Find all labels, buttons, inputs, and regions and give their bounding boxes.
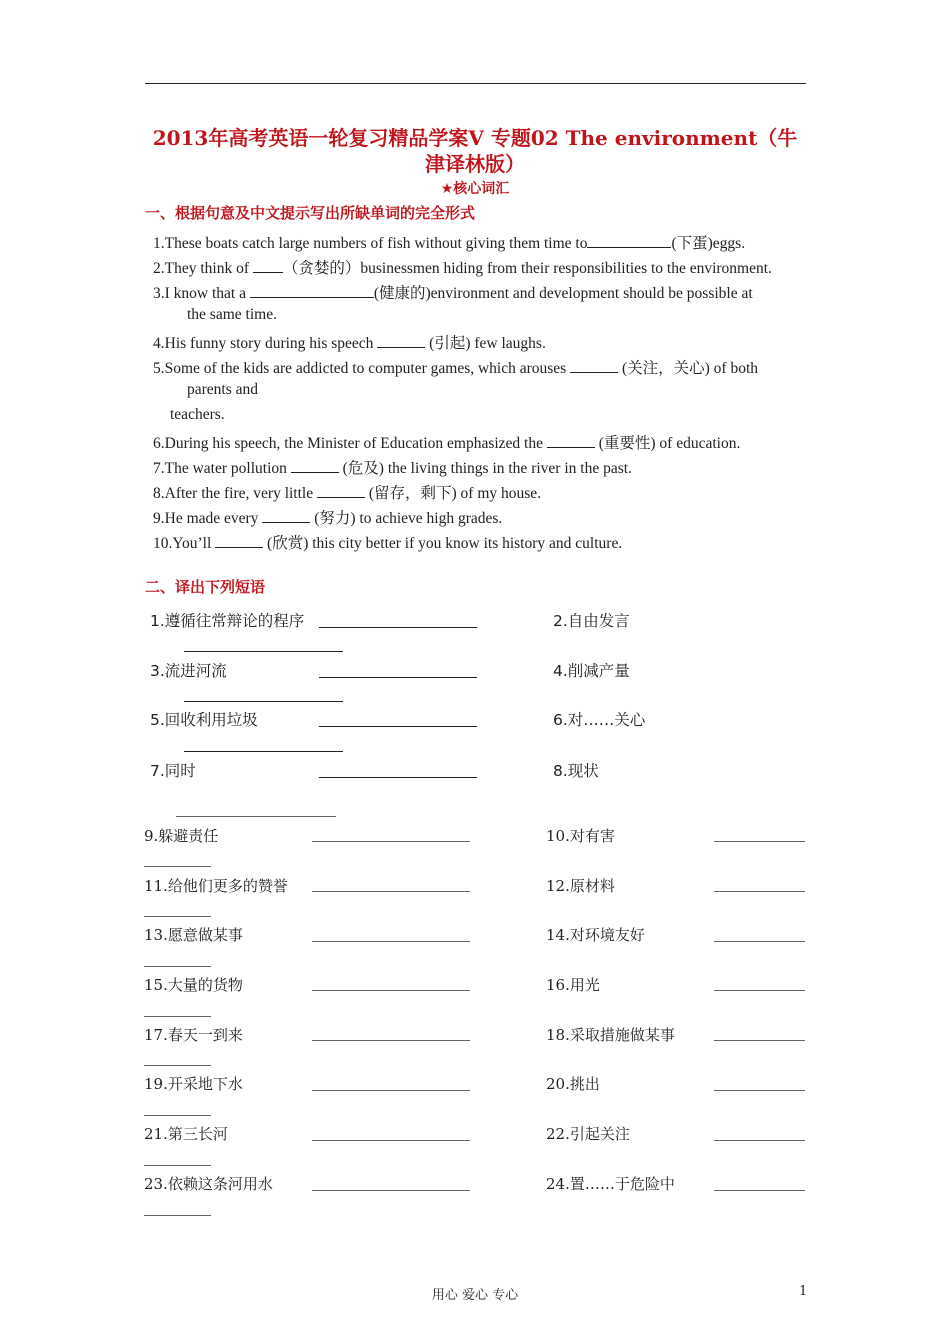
answer-line[interactable] xyxy=(312,941,470,942)
question-3: 3.I know that a (健康的)environment and development should be possible at xyxy=(153,285,753,302)
answer-line[interactable] xyxy=(176,816,336,817)
answer-line[interactable] xyxy=(312,990,470,991)
answer-line[interactable] xyxy=(714,941,805,942)
question-4: 4.His funny story during his speech (引起) few laughs. xyxy=(153,335,546,352)
phrase-item: 19.开采地下水 xyxy=(144,1075,243,1093)
answer-line[interactable] xyxy=(714,1190,805,1191)
section1-heading: 一、根据句意及中文提示写出所缺单词的完全形式 xyxy=(145,204,476,222)
question-8: 8.After the fire, very little (留存，剩下) of my house. xyxy=(153,485,542,502)
phrase-item: 14.对环境友好 xyxy=(546,926,645,944)
answer-line[interactable] xyxy=(312,841,470,842)
phrase-item: 1.遵循往常辩论的程序 xyxy=(150,612,305,630)
question-3-continued: the same time. xyxy=(187,306,277,323)
section-subtitle: ★核心词汇 xyxy=(440,181,510,197)
answer-blank[interactable] xyxy=(262,510,310,523)
answer-line[interactable] xyxy=(714,1040,805,1041)
phrase-item: 8.现状 xyxy=(553,762,599,780)
phrase-item: 12.原材料 xyxy=(546,877,615,895)
phrase-item: 11.给他们更多的赞誉 xyxy=(144,877,288,895)
answer-blank[interactable] xyxy=(250,285,374,298)
phrase-item: 18.采取措施做某事 xyxy=(546,1026,675,1044)
question-6: 6.During his speech, the Minister of Education emphasized the (重要性) of education. xyxy=(153,435,741,452)
answer-line[interactable] xyxy=(312,1040,470,1041)
answer-line[interactable] xyxy=(144,916,211,917)
answer-line[interactable] xyxy=(144,966,211,967)
answer-line[interactable] xyxy=(319,677,477,678)
phrase-item: 4.削减产量 xyxy=(553,662,630,680)
answer-line[interactable] xyxy=(714,990,805,991)
answer-line[interactable] xyxy=(312,891,470,892)
phrase-item: 17.春天一到来 xyxy=(144,1026,243,1044)
question-9: 9.He made every (努力) to achieve high grades. xyxy=(153,510,503,527)
answer-line[interactable] xyxy=(714,1140,805,1141)
phrase-item: 15.大量的货物 xyxy=(144,976,243,994)
phrase-item: 22.引起关注 xyxy=(546,1125,630,1143)
document-title-line1: 2013年高考英语一轮复习精品学案Ⅴ 专题02 The environment（牛 xyxy=(152,126,798,150)
phrase-item: 5.回收利用垃圾 xyxy=(150,711,258,729)
answer-blank[interactable] xyxy=(587,235,671,248)
phrase-item: 24.置……于危险中 xyxy=(546,1175,675,1193)
answer-line[interactable] xyxy=(144,1215,211,1216)
answer-blank[interactable] xyxy=(377,335,425,348)
question-5-continued-2: teachers. xyxy=(170,406,225,423)
answer-line[interactable] xyxy=(319,627,477,628)
answer-line[interactable] xyxy=(144,1165,211,1166)
phrase-item: 3.流进河流 xyxy=(150,662,227,680)
phrase-item: 9.躲避责任 xyxy=(144,827,219,845)
page-footer: 用心 爱心 专心 xyxy=(431,1288,519,1303)
answer-line[interactable] xyxy=(184,751,343,752)
answer-line[interactable] xyxy=(714,841,805,842)
phrase-item: 6.对……关心 xyxy=(553,711,646,729)
answer-line[interactable] xyxy=(144,1115,211,1116)
phrase-item: 23.依赖这条河用水 xyxy=(144,1175,273,1193)
answer-blank[interactable] xyxy=(570,360,618,373)
phrase-item: 20.挑出 xyxy=(546,1075,600,1093)
phrase-item: 16.用光 xyxy=(546,976,600,994)
answer-line[interactable] xyxy=(319,777,477,778)
answer-line[interactable] xyxy=(312,1090,470,1091)
question-2: 2.They think of （贪婪的）businessmen hiding from their responsibilities to the environment. xyxy=(153,260,772,277)
document-title-line2: 津译林版） xyxy=(425,152,525,176)
answer-line[interactable] xyxy=(714,891,805,892)
answer-line[interactable] xyxy=(184,701,343,702)
top-rule xyxy=(145,83,806,84)
answer-line[interactable] xyxy=(144,866,211,867)
phrase-item: 7.同时 xyxy=(150,762,196,780)
answer-line[interactable] xyxy=(144,1016,211,1017)
answer-line[interactable] xyxy=(144,1065,211,1066)
page-number: 1 xyxy=(799,1284,808,1299)
phrase-item: 10.对有害 xyxy=(546,827,615,845)
question-7: 7.The water pollution (危及) the living things in the river in the past. xyxy=(153,460,632,477)
answer-line[interactable] xyxy=(184,651,343,652)
answer-blank[interactable] xyxy=(317,485,365,498)
section2-heading: 二、译出下列短语 xyxy=(145,578,266,596)
question-5: 5.Some of the kids are addicted to computer games, which arouses (关注，关心) of both xyxy=(153,360,759,377)
question-10: 10.You’ll (欣赏) this city better if you know its history and culture. xyxy=(153,535,623,552)
phrase-item: 13.愿意做某事 xyxy=(144,926,243,944)
answer-line[interactable] xyxy=(319,726,477,727)
phrase-item: 21.第三长河 xyxy=(144,1125,228,1143)
question-1: 1.These boats catch large numbers of fish without giving them time to (下蛋)eggs. xyxy=(153,235,746,252)
answer-line[interactable] xyxy=(714,1090,805,1091)
phrase-item: 2.自由发言 xyxy=(553,612,630,630)
answer-line[interactable] xyxy=(312,1140,470,1141)
answer-blank[interactable] xyxy=(253,260,283,273)
answer-blank[interactable] xyxy=(291,460,339,473)
answer-blank[interactable] xyxy=(547,435,595,448)
answer-blank[interactable] xyxy=(215,535,263,548)
answer-line[interactable] xyxy=(312,1190,470,1191)
question-5-continued: parents and xyxy=(187,381,259,398)
